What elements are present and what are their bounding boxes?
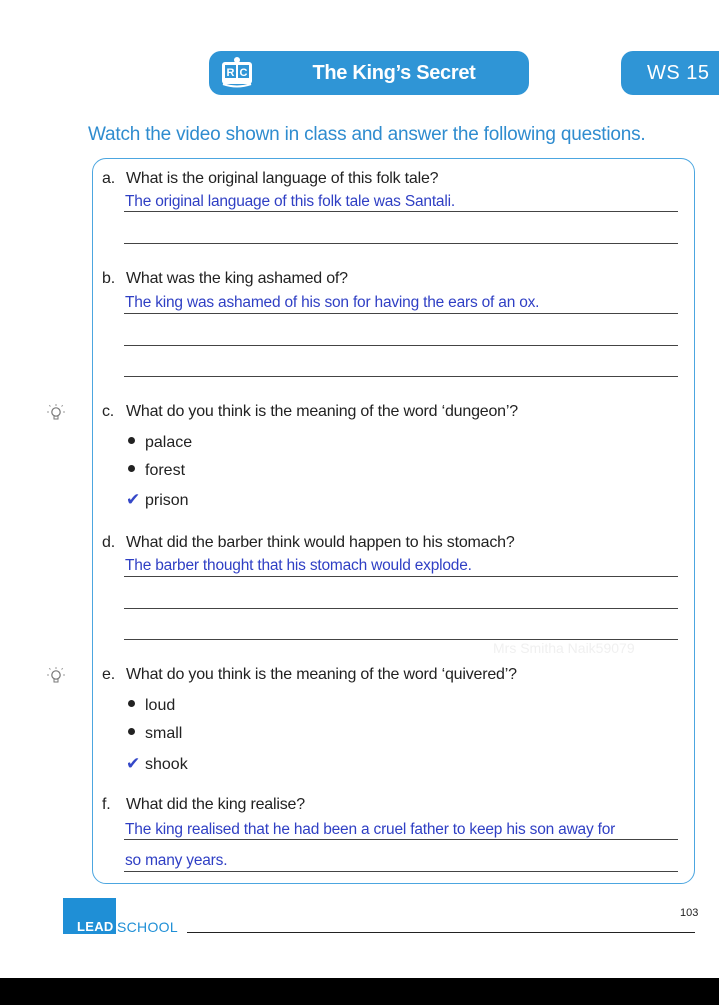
option-label: small	[145, 725, 183, 742]
option-label: forest	[145, 462, 186, 479]
question-text: What did the king realise?	[126, 796, 305, 813]
question-letter: a.	[102, 170, 115, 187]
footer-rule	[187, 932, 695, 933]
answer-d-line-1[interactable]: The barber thought that his stomach would explode.	[125, 557, 472, 574]
answer-line	[124, 576, 678, 577]
answer-line	[124, 376, 678, 377]
bullet-icon	[128, 465, 135, 472]
school-label: SCHOOL	[117, 919, 178, 935]
question-letter: d.	[102, 534, 115, 551]
option-palace[interactable]	[128, 434, 192, 452]
svg-text:R: R	[226, 67, 235, 79]
page-number: 103	[680, 907, 699, 919]
question-letter: e.	[102, 666, 115, 683]
answer-line	[124, 608, 678, 609]
option-shook[interactable]	[128, 754, 188, 774]
option-forest[interactable]	[128, 462, 185, 480]
svg-text:C: C	[239, 67, 248, 79]
answer-line	[124, 345, 678, 346]
checkmark-icon: ✔	[126, 490, 141, 509]
question-c	[102, 403, 518, 421]
title-banner	[209, 51, 529, 95]
instructions-text: Watch the video shown in class and answer the following questions.	[88, 124, 646, 145]
option-loud[interactable]	[128, 697, 175, 715]
answer-line	[124, 871, 678, 872]
lead-logo: LEAD	[63, 898, 116, 934]
answer-b-line-1[interactable]: The king was ashamed of his son for having the ears of an ox.	[125, 294, 540, 311]
answer-line	[124, 839, 678, 840]
question-d	[102, 534, 515, 552]
lightbulb-icon	[46, 403, 66, 423]
answer-f-line-1[interactable]: The king realised that he had been a cruel father to keep his son away for	[125, 821, 616, 838]
watermark-text: Mrs Smitha Naik59079	[493, 640, 635, 656]
question-text: What do you think is the meaning of the word ‘dungeon’?	[126, 403, 518, 420]
answer-f-line-2[interactable]: so many years.	[125, 852, 228, 869]
bullet-icon	[128, 437, 135, 444]
bullet-icon	[128, 700, 135, 707]
lightbulb-icon	[46, 666, 66, 686]
question-e	[102, 666, 517, 684]
bullet-icon	[128, 728, 135, 735]
question-text: What do you think is the meaning of the word ‘quivered’?	[126, 666, 517, 683]
worksheet-number-badge: WS 15	[621, 51, 719, 95]
option-small[interactable]	[128, 725, 182, 743]
option-label: palace	[145, 434, 193, 451]
question-text: What did the barber think would happen to his stomach?	[126, 534, 515, 551]
answer-line	[124, 313, 678, 314]
question-letter: f.	[102, 796, 111, 813]
question-f	[102, 796, 305, 814]
question-letter: c.	[102, 403, 115, 420]
option-label: loud	[145, 697, 176, 714]
question-text: What was the king ashamed of?	[126, 270, 348, 287]
option-label: prison	[145, 492, 189, 509]
page-title: The King’s Secret	[312, 62, 476, 84]
option-prison[interactable]	[128, 490, 189, 510]
option-label: shook	[145, 756, 188, 773]
question-b	[102, 270, 348, 288]
questions-box	[92, 158, 695, 884]
question-a	[102, 170, 438, 188]
question-text: What is the original language of this folk tale?	[126, 170, 439, 187]
question-letter: b.	[102, 270, 115, 287]
answer-a-line-1[interactable]: The original language of this folk tale was Santali.	[125, 193, 455, 210]
checkmark-icon: ✔	[126, 754, 141, 773]
answer-line	[124, 211, 678, 212]
answer-line	[124, 243, 678, 244]
